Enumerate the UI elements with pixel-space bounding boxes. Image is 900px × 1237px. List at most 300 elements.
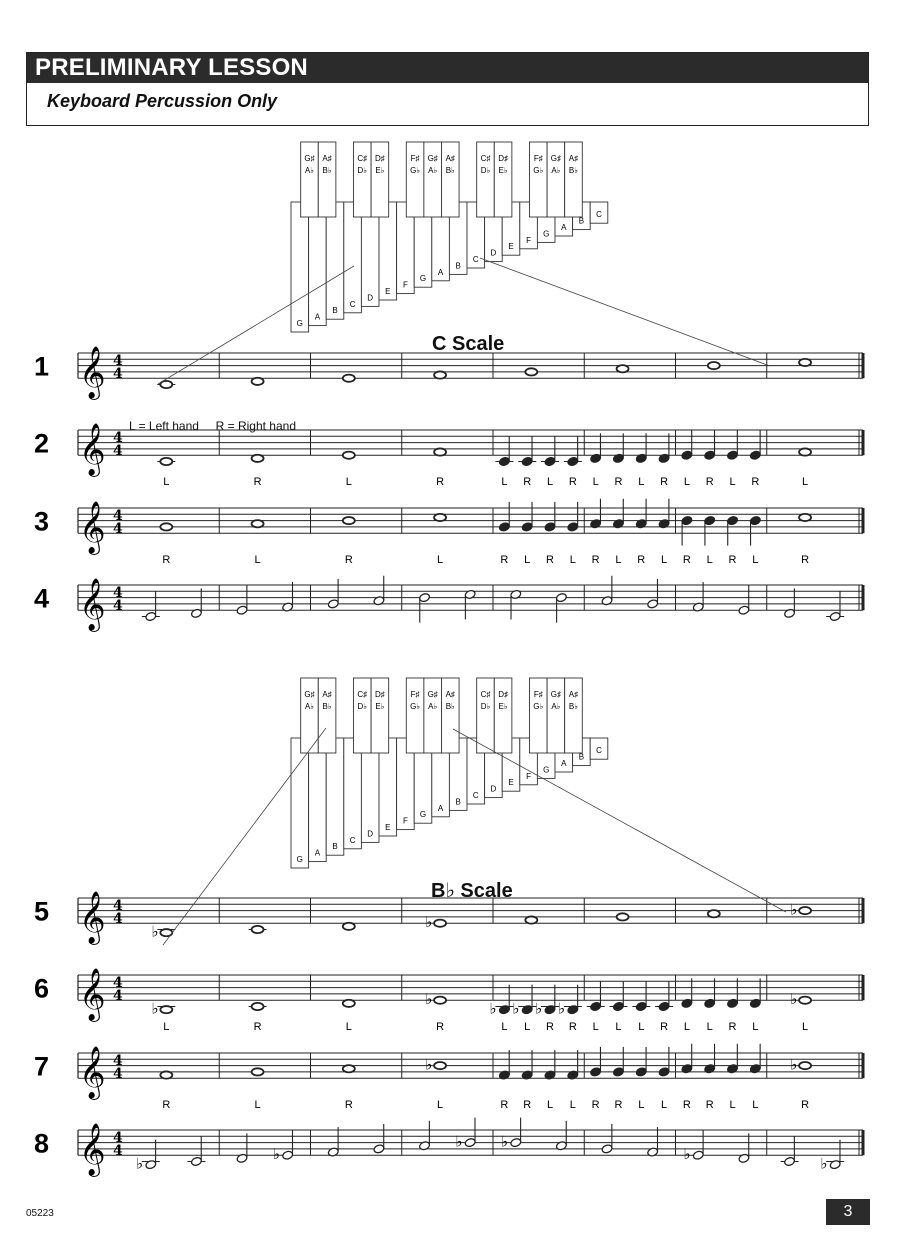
time-signature-bottom: 4 [113,1143,123,1159]
note-head [145,611,157,621]
white-key-label: G [543,229,550,239]
note-head [617,365,629,372]
black-key-sharp-label: C♯ [480,154,491,163]
white-key-label: D [490,248,497,258]
sticking-label: R [705,476,714,489]
flat-icon: ♭ [535,999,543,1018]
sticking-label: L [254,1099,261,1112]
black-key-sharp-label: F♯ [533,154,543,163]
note-head [498,522,510,532]
sticking-label: R [801,1099,810,1112]
white-key-label: G [419,810,427,820]
time-signature-bottom: 4 [113,1066,123,1082]
black-key-sharp-label: G♯ [427,690,438,699]
white-key-label: F [402,280,408,290]
black-key-flat-label: G♭ [410,702,421,711]
note-head [749,516,761,526]
line-number: 4 [34,583,50,614]
black-key-sharp-label: A♯ [445,154,455,163]
sticking-label: L [615,1021,622,1034]
note-head [343,452,355,459]
black-key-sharp-label: F♯ [533,690,543,699]
flat-icon: ♭ [790,1055,798,1074]
sticking-label: L [729,1099,736,1112]
sticking-label: R [614,1099,623,1112]
white-key-label: G [296,855,303,864]
white-key [309,202,327,326]
black-key-flat-label: B♭ [568,702,579,711]
sticking-label: L [163,1021,170,1034]
sticking-label: L [802,1021,809,1034]
note-head [252,926,264,933]
note-head [738,605,750,615]
note-head [544,456,556,466]
white-key-label: C [349,835,356,845]
note-head [343,517,355,524]
black-key-sharp-label: A♯ [445,690,455,699]
black-key-flat-label: B♭ [322,702,332,711]
line-number: 5 [34,896,50,927]
note-head [544,522,556,532]
treble-clef-icon: 𝄞 [79,967,106,1021]
white-key [344,738,362,849]
note-head [704,516,716,526]
note-head [160,1006,172,1013]
sticking-label: L [546,1099,554,1112]
black-key-flat-label: A♭ [304,166,315,175]
time-signature-top: 4 [113,1053,123,1069]
flat-icon: ♭ [790,990,798,1009]
note-head [708,362,720,369]
white-key [326,738,344,855]
white-key-label: G [419,274,427,284]
flat-icon: ♭ [135,1154,143,1173]
black-key-sharp-label: G♯ [550,690,561,699]
white-key-label: E [385,823,391,832]
black-key-sharp-label: G♯ [550,154,561,163]
time-signature-bottom: 4 [113,988,123,1004]
note-head [521,522,533,532]
white-key-label: B [455,797,461,807]
black-key-flat-label: D♭ [357,702,368,711]
note-head [567,456,579,466]
flat-icon: ♭ [512,999,520,1018]
hand-legend: L = Left hand R = Right hand [129,419,297,433]
black-key-flat-label: A♭ [428,702,438,711]
line-number: 3 [34,506,50,537]
white-key-label: G [296,319,303,328]
black-key-flat-label: G♭ [410,166,421,175]
time-signature-bottom: 4 [113,366,123,382]
black-key-sharp-label: C♯ [480,690,491,699]
white-key-label: D [367,293,374,303]
white-key-label: B [578,216,585,226]
note-head [434,920,446,927]
sticking-label: L [752,1021,759,1034]
line-number: 2 [34,428,50,459]
flat-icon: ♭ [151,999,159,1018]
note-head [749,450,761,460]
note-head [282,1150,294,1160]
flat-icon: ♭ [683,1145,691,1164]
sticking-label: L [345,1021,352,1034]
black-key-flat-label: D♭ [480,702,491,711]
note-head [343,375,355,382]
note-head [567,522,579,532]
sticking-label: L [802,476,809,489]
flat-icon: ♭ [272,1145,280,1164]
note-head [635,1067,647,1077]
note-head [498,456,510,466]
note-head [799,997,811,1004]
white-key [361,738,379,842]
black-key-sharp-label: F♯ [410,690,420,699]
black-key-flat-label: G♭ [533,702,544,711]
note-head [343,1065,355,1072]
black-key-sharp-label: C♯ [357,154,368,163]
sticking-label: R [500,1099,509,1112]
sticking-label: R [344,1099,353,1112]
note-head [590,1067,602,1077]
sticking-label: R [500,554,509,567]
note-head [521,456,533,466]
note-head [829,611,841,621]
sticking-label: L [661,554,668,567]
note-head [601,1144,613,1154]
black-key-flat-label: G♭ [533,166,544,175]
sticking-label: L [437,554,444,567]
note-head [799,1062,811,1069]
black-key-flat-label: D♭ [480,166,491,175]
note-head [191,1156,203,1166]
white-key [361,202,379,306]
sticking-label: L [524,554,531,567]
black-key-flat-label: E♭ [498,166,508,175]
note-head [343,1000,355,1007]
note-head [434,371,446,378]
time-signature-top: 4 [113,430,123,446]
black-key-sharp-label: A♯ [568,154,579,163]
note-head [464,1138,476,1148]
line-number: 8 [34,1128,50,1159]
treble-clef-icon: 𝄞 [79,422,106,476]
keyboard-diagram-c [291,142,608,332]
note-head [617,913,629,920]
black-key-sharp-label: D♯ [374,154,385,163]
note-head [252,455,264,462]
white-key-label: D [490,784,497,794]
sticking-label: R [660,1021,669,1034]
note-head [252,1003,264,1010]
line-number: 7 [34,1051,50,1082]
note-head [692,1150,704,1160]
sticking-label: R [705,1099,714,1112]
white-key-label: A [437,267,444,277]
time-signature-top: 4 [113,508,123,524]
note-head [236,605,248,615]
black-key-sharp-label: F♯ [410,154,420,163]
catalog-number: 05223 [26,1208,54,1219]
black-key-sharp-label: D♯ [498,154,508,163]
sticking-label: R [523,476,532,489]
note-head [799,907,811,914]
sticking-label: L [546,476,554,489]
white-key [326,202,344,319]
black-key-sharp-label: D♯ [498,690,508,699]
sticking-label: R [801,554,810,567]
sticking-label: R [682,1099,691,1112]
treble-clef-icon: 𝄞 [79,1122,106,1176]
time-signature-bottom: 4 [113,443,123,459]
sticking-label: L [752,1099,759,1112]
black-key-sharp-label: D♯ [374,690,385,699]
flat-icon: ♭ [425,913,433,932]
note-head [799,359,811,366]
treble-clef-icon: 𝄞 [79,890,106,944]
treble-clef-icon: 𝄞 [79,500,106,554]
note-head [613,1067,625,1077]
white-key-label: C [472,791,479,800]
sticking-label: R [253,1021,262,1034]
note-head [681,450,693,460]
sticking-label: R [682,554,691,567]
lesson-subtitle: Keyboard Percussion Only [47,91,278,111]
c-scale-title: C Scale [432,333,505,355]
time-signature-top: 4 [113,975,123,991]
note-head [799,514,811,521]
lesson-title: PRELIMINARY LESSON [35,54,308,81]
white-key-label: E [385,287,391,296]
sticking-label: L [661,1099,668,1112]
sticking-label: R [546,554,555,567]
sticking-label: L [501,1021,508,1034]
note-head [343,923,355,930]
note-head [613,1001,625,1011]
white-key-label: B [332,306,338,316]
white-key-label: C [472,255,479,264]
note-head [434,1062,446,1069]
black-key-sharp-label: C♯ [357,690,368,699]
note-head [658,1067,670,1077]
b-flat-scale-title: B♭ Scale [431,880,513,902]
black-key-flat-label: B♭ [445,166,455,175]
note-head [434,448,446,455]
note-head [635,1001,647,1011]
sticking-label: R [751,476,760,489]
white-key-label: D [367,829,374,839]
sticking-label: L [729,476,736,489]
note-head [252,378,264,385]
flat-icon: ♭ [790,900,798,919]
sticking-label: R [728,554,737,567]
sticking-label: R [436,476,445,489]
line-number: 6 [34,973,50,1004]
sticking-label: R [162,554,171,567]
black-key-sharp-label: A♯ [322,690,332,699]
sticking-label: R [614,476,623,489]
note-head [708,910,720,917]
note-head [160,1071,172,1078]
note-head [327,599,339,609]
sticking-label: L [706,554,713,567]
sticking-label: L [638,476,645,489]
treble-clef-icon: 𝄞 [79,345,106,399]
white-key [291,202,309,332]
pointer-line [453,729,786,912]
pointer-line [480,258,770,366]
sticking-label: L [345,476,352,489]
line-number: 1 [34,351,50,382]
staff-line-5 [34,890,863,945]
sticking-label: R [436,1021,445,1034]
white-key-label: E [508,778,514,788]
sticking-label: L [524,1021,531,1034]
flat-icon: ♭ [425,1055,433,1074]
sticking-label: R [162,1099,171,1112]
sticking-label: L [615,554,622,567]
keyboard-diagram-bb [291,678,608,868]
treble-clef-icon: 𝄞 [79,1045,106,1099]
black-key-flat-label: B♭ [322,166,332,175]
white-key-label: G [543,765,550,775]
note-head [658,1001,670,1011]
note-head [434,997,446,1004]
note-head [799,448,811,455]
black-key-flat-label: D♭ [357,166,368,175]
black-key-flat-label: B♭ [568,166,579,175]
white-key-label: B [332,842,338,852]
white-key-label: C [596,210,602,220]
note-head [160,523,172,530]
black-key-flat-label: E♭ [375,166,385,175]
note-head [590,1001,602,1011]
white-key-label: A [314,848,321,858]
flat-icon: ♭ [500,1132,508,1151]
staff-line-7 [34,1044,863,1111]
note-head [434,514,446,521]
sticking-label: L [592,476,599,489]
black-key-flat-label: A♭ [551,166,561,175]
sticking-label: L [683,476,690,489]
sticking-label: R [253,476,262,489]
white-key-label: F [402,816,408,826]
time-signature-top: 4 [113,353,123,369]
white-key [291,738,309,868]
sticking-label: L [638,1021,645,1034]
sticking-label: L [501,476,508,489]
staff-line-2 [34,422,863,488]
white-key-label: A [314,312,321,322]
white-key-label: F [526,771,532,781]
note-head [525,368,537,375]
note-head [647,599,659,609]
time-signature-top: 4 [113,1130,123,1146]
sticking-label: R [546,1021,555,1034]
black-key-flat-label: A♭ [428,166,438,175]
sticking-label: L [592,1021,599,1034]
sticking-label: L [569,1099,576,1112]
sticking-label: L [163,476,170,489]
sticking-label: R [568,1021,577,1034]
flat-icon: ♭ [820,1154,828,1173]
sticking-label: L [683,1021,690,1034]
white-key [344,202,362,313]
sticking-label: L [706,1021,713,1034]
black-key-flat-label: E♭ [498,702,508,711]
white-key-label: A [561,759,567,768]
note-head [681,516,693,526]
black-key-sharp-label: G♯ [304,690,315,699]
note-head [525,916,537,923]
staff-line-3 [34,499,863,566]
page-number: 3 [826,1199,870,1225]
white-key-label: B [455,261,461,271]
black-key-flat-label: B♭ [445,702,455,711]
black-key-flat-label: A♭ [304,702,315,711]
white-key-label: E [508,242,514,252]
sticking-label: L [569,554,576,567]
black-key-sharp-label: A♯ [322,154,332,163]
note-head [510,1138,522,1148]
white-key-label: F [526,235,532,245]
white-key [309,738,327,862]
time-signature-top: 4 [113,585,123,601]
flat-icon: ♭ [151,922,159,941]
white-key-label: B [578,752,585,762]
white-key-label: C [596,746,602,756]
sticking-label: R [523,1099,532,1112]
black-key-sharp-label: G♯ [304,154,315,163]
flat-icon: ♭ [557,999,565,1018]
black-key-flat-label: A♭ [551,702,561,711]
staff-line-4 [34,576,863,632]
flat-icon: ♭ [489,999,497,1018]
note-head [727,450,739,460]
staff-line-1 [34,345,863,400]
sticking-label: R [344,554,353,567]
time-signature-top: 4 [113,898,123,914]
sticking-label: R [728,1021,737,1034]
sticking-label: R [591,1099,600,1112]
black-key-flat-label: E♭ [375,702,385,711]
note-head [252,1068,264,1075]
sticking-label: L [752,554,759,567]
note-head [252,520,264,527]
sticking-label: L [638,1099,645,1112]
sticking-label: L [254,554,261,567]
staff-line-6 [34,967,863,1033]
staff-line-8 [34,1118,863,1178]
note-head [160,458,172,465]
treble-clef-icon: 𝄞 [79,577,106,631]
note-head [373,1144,385,1154]
flat-icon: ♭ [455,1132,463,1151]
sticking-label: R [637,554,646,567]
note-head [704,450,716,460]
note-head [727,516,739,526]
time-signature-bottom: 4 [113,598,123,614]
time-signature-bottom: 4 [113,911,123,927]
sticking-label: R [568,476,577,489]
note-head [419,593,431,603]
note-head [556,593,568,603]
sticking-label: R [591,554,600,567]
white-key-label: A [561,223,567,232]
black-key-sharp-label: A♯ [568,690,579,699]
black-key-sharp-label: G♯ [427,154,438,163]
white-key-label: A [437,803,444,813]
flat-icon: ♭ [425,990,433,1009]
